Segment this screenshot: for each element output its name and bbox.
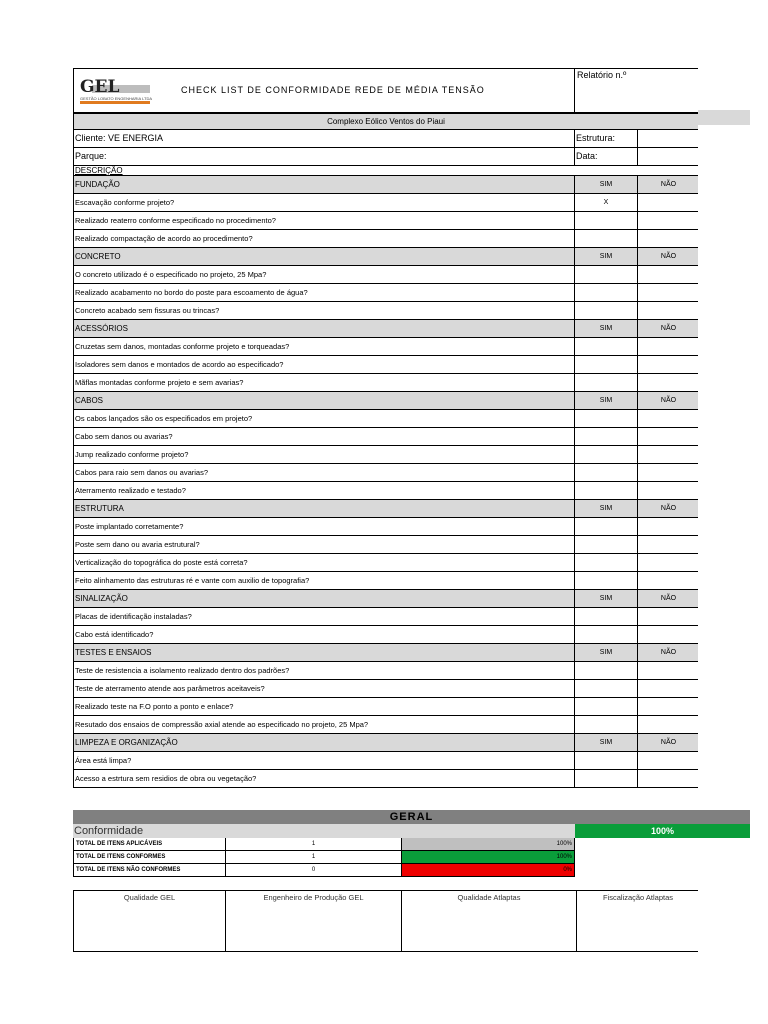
checklist-item [73, 662, 698, 680]
item-question: Placas de identificação instaladas? [75, 612, 192, 621]
signature-label: Qualidade GEL [123, 893, 176, 902]
checklist-item [73, 752, 698, 770]
section-header [73, 392, 698, 410]
sim-header: SIM [574, 176, 637, 193]
item-question: Mãflas montadas conforme projeto e sem avarias? [75, 378, 244, 387]
section-title: LIMPEZA E ORGANIZAÇÃO [75, 738, 178, 747]
sim-checkbox[interactable] [574, 356, 637, 373]
nao-checkbox[interactable] [637, 518, 699, 535]
item-question: Teste de resistencia a isolamento realizado dentro dos padrões? [75, 666, 290, 675]
logo-subtext: GESTÃO LOBATO ENGENHARIA LTDA [80, 96, 153, 101]
checklist-item [73, 554, 698, 572]
sim-checkbox[interactable] [574, 212, 637, 229]
nao-checkbox[interactable] [637, 284, 699, 301]
structure-label: Estrutura: [576, 133, 616, 143]
nao-checkbox[interactable] [637, 212, 699, 229]
checklist-item [73, 338, 698, 356]
item-question: Realizado acabamento no bordo do poste para escoamento de água? [75, 288, 308, 297]
nao-checkbox[interactable] [637, 536, 699, 553]
nao-checkbox[interactable] [637, 608, 699, 625]
item-question: Poste sem dano ou avaria estrutural? [75, 540, 200, 549]
project-row-extension [698, 110, 750, 125]
sim-checkbox[interactable] [574, 302, 637, 319]
conformity-value: 100% [575, 824, 750, 838]
sim-checkbox[interactable] [574, 554, 637, 571]
checklist-item [73, 518, 698, 536]
sim-checkbox[interactable] [574, 464, 637, 481]
section-title: CONCRETO [75, 252, 121, 261]
totals-percent: 100% [401, 838, 575, 850]
nao-checkbox[interactable] [637, 482, 699, 499]
section-header [73, 500, 698, 518]
section-title: ACESSÓRIOS [75, 324, 128, 333]
date-field[interactable] [637, 148, 699, 165]
nao-checkbox[interactable] [637, 338, 699, 355]
section-header [73, 320, 698, 338]
sim-checkbox[interactable] [574, 770, 637, 787]
date-label: Data: [576, 151, 598, 161]
checklist-item [73, 608, 698, 626]
checklist-item [73, 464, 698, 482]
item-question: Jump realizado conforme projeto? [75, 450, 189, 459]
sim-header: SIM [574, 590, 637, 607]
checklist-item [73, 266, 698, 284]
nao-checkbox[interactable] [637, 554, 699, 571]
item-question: Área está limpa? [75, 756, 132, 765]
item-question: Acesso a estrtura sem residios de obra ou vegetação? [75, 774, 257, 783]
signature-cell[interactable] [74, 891, 225, 951]
nao-checkbox[interactable] [637, 356, 699, 373]
item-question: Realizado teste na F.O ponto a ponto e enlace? [75, 702, 234, 711]
section-header [73, 590, 698, 608]
sim-checkbox[interactable] [574, 752, 637, 769]
signature-cell[interactable] [225, 891, 401, 951]
nao-checkbox[interactable] [637, 428, 699, 445]
item-question: Escavação conforme projeto? [75, 198, 175, 207]
nao-checkbox[interactable] [637, 698, 699, 715]
item-question: Aterramento realizado e testado? [75, 486, 186, 495]
company-logo [80, 77, 153, 105]
totals-value: 1 [225, 838, 401, 850]
item-question: O concreto utilizado é o especificado no projeto, 25 Mpa? [75, 270, 267, 279]
sim-checkbox[interactable] [574, 284, 637, 301]
section-header [73, 176, 698, 194]
park-row [73, 148, 698, 166]
document-title: CHECK LIST DE CONFORMIDADE REDE DE MÉDIA TENSÃO [181, 85, 485, 95]
checklist-item [73, 680, 698, 698]
section-header [73, 644, 698, 662]
sim-checkbox[interactable] [574, 428, 637, 445]
report-number-label: Relatório n.º [577, 70, 627, 80]
item-question: Verticalização do topográfica do poste está correta? [75, 558, 248, 567]
sim-checkbox[interactable] [574, 572, 637, 589]
nao-header: NÃO [637, 734, 699, 751]
sim-checkbox[interactable] [574, 698, 637, 715]
checklist-sheet [73, 68, 698, 788]
nao-checkbox[interactable] [637, 266, 699, 283]
totals-row [73, 851, 575, 864]
sim-checkbox[interactable] [574, 266, 637, 283]
description-row [73, 166, 698, 176]
sim-checkbox[interactable]: X [574, 194, 637, 211]
sim-checkbox[interactable] [574, 536, 637, 553]
nao-checkbox[interactable] [637, 194, 699, 211]
sim-checkbox[interactable] [574, 230, 637, 247]
item-question: Isoladores sem danos e montados de acordo ao especificado? [75, 360, 284, 369]
item-question: Poste implantado corretamente? [75, 522, 184, 531]
nao-checkbox[interactable] [637, 302, 699, 319]
totals-value: 1 [225, 851, 401, 863]
checklist-item [73, 356, 698, 374]
checklist-item [73, 698, 698, 716]
item-question: Os cabos lançados são os especificados em projeto? [75, 414, 253, 423]
item-question: Realizado reaterro conforme especificado no procedimento? [75, 216, 276, 225]
client-row [73, 130, 698, 148]
checklist-item [73, 284, 698, 302]
checklist-item [73, 626, 698, 644]
nao-checkbox[interactable] [637, 446, 699, 463]
signature-label: Fiscalização Atlaptas [602, 893, 674, 902]
signature-label: Qualidade Atlaptas [457, 893, 521, 902]
totals-row [73, 864, 575, 877]
item-question: Feito alinhamento das estruturas ré e vante com auxilio de topografia? [75, 576, 310, 585]
checklist-item [73, 410, 698, 428]
structure-field[interactable] [637, 130, 699, 147]
checklist-item [73, 716, 698, 734]
signature-cell[interactable] [401, 891, 576, 951]
checklist-item [73, 302, 698, 320]
sim-header: SIM [574, 734, 637, 751]
checklist-item [73, 194, 698, 212]
sim-header: SIM [574, 644, 637, 661]
nao-header: NÃO [637, 644, 699, 661]
item-question: Cabo sem danos ou avarias? [75, 432, 173, 441]
item-question: Cabos para raio sem danos ou avarias? [75, 468, 208, 477]
nao-checkbox[interactable] [637, 752, 699, 769]
sim-checkbox[interactable] [574, 716, 637, 733]
checklist-item [73, 374, 698, 392]
section-title: ESTRUTURA [75, 504, 124, 513]
nao-checkbox[interactable] [637, 230, 699, 247]
checklist-item [73, 482, 698, 500]
checklist-item [73, 536, 698, 554]
report-number-cell[interactable] [574, 69, 699, 112]
conformity-label: Conformidade [74, 825, 144, 837]
sim-checkbox[interactable] [574, 680, 637, 697]
nao-header: NÃO [637, 176, 699, 193]
checklist-item [73, 572, 698, 590]
section-title: CABOS [75, 396, 104, 405]
sim-header: SIM [574, 248, 637, 265]
sim-header: SIM [574, 500, 637, 517]
section-title: TESTES E ENSAIOS [75, 648, 152, 657]
nao-header: NÃO [637, 248, 699, 265]
sim-checkbox[interactable] [574, 518, 637, 535]
totals-label: TOTAL DE ITENS NÃO CONFORMES [76, 867, 181, 873]
summary-title: GERAL [73, 810, 750, 824]
sim-checkbox[interactable] [574, 338, 637, 355]
nao-checkbox[interactable] [637, 626, 699, 643]
sim-checkbox[interactable] [574, 410, 637, 427]
item-question: Cruzetas sem danos, montadas conforme projeto e torqueadas? [75, 342, 290, 351]
item-question: Concreto acabado sem fissuras ou trincas? [75, 306, 220, 315]
nao-checkbox[interactable] [637, 374, 699, 391]
nao-header: NÃO [637, 590, 699, 607]
totals-percent: 0% [401, 864, 575, 876]
nao-checkbox[interactable] [637, 716, 699, 733]
checklist-item [73, 446, 698, 464]
sim-header: SIM [574, 392, 637, 409]
checklist-item [73, 770, 698, 788]
nao-header: NÃO [637, 320, 699, 337]
checklist-item [73, 230, 698, 248]
item-question: Cabo está identificado? [75, 630, 154, 639]
sim-checkbox[interactable] [574, 608, 637, 625]
nao-checkbox[interactable] [637, 662, 699, 679]
description-label: DESCRIÇÃO [75, 166, 123, 175]
sim-checkbox[interactable] [574, 446, 637, 463]
client-label: Cliente: VE ENERGIA [75, 133, 164, 143]
checklist-body [73, 166, 698, 788]
nao-checkbox[interactable] [637, 572, 699, 589]
project-name: Complexo Eólico Ventos do Piaui [73, 113, 698, 130]
nao-header: NÃO [637, 392, 699, 409]
signature-block [73, 890, 698, 952]
nao-checkbox[interactable] [637, 680, 699, 697]
totals-label: TOTAL DE ITENS APLICÁVEIS [76, 841, 163, 847]
sim-checkbox[interactable] [574, 662, 637, 679]
totals-percent: 100% [401, 851, 575, 863]
logo-text: GEL [80, 77, 120, 97]
item-question: Teste de aterramento atende aos parâmetros aceitaveis? [75, 684, 265, 693]
item-question: Resutado dos ensaios de compressão axial atende ao especificado no projeto, 25 Mpa? [75, 720, 369, 729]
item-question: Realizado compactação de acordo ao procedimento? [75, 234, 253, 243]
section-header [73, 734, 698, 752]
section-header [73, 248, 698, 266]
header [73, 68, 698, 113]
totals-label: TOTAL DE ITENS CONFORMES [76, 854, 166, 860]
section-title: SINALIZAÇÃO [75, 594, 128, 603]
nao-checkbox[interactable] [637, 464, 699, 481]
totals-value: 0 [225, 864, 401, 876]
nao-checkbox[interactable] [637, 770, 699, 787]
sim-checkbox[interactable] [574, 482, 637, 499]
conformity-label-cell [73, 824, 575, 838]
nao-header: NÃO [637, 500, 699, 517]
sim-checkbox[interactable] [574, 626, 637, 643]
nao-checkbox[interactable] [637, 410, 699, 427]
checklist-item [73, 428, 698, 446]
totals-row [73, 838, 575, 851]
signature-label: Engenheiro de Produção GEL [263, 893, 364, 902]
sim-header: SIM [574, 320, 637, 337]
sim-checkbox[interactable] [574, 374, 637, 391]
section-title: FUNDAÇÃO [75, 180, 120, 189]
park-label: Parque: [75, 151, 107, 161]
checklist-item [73, 212, 698, 230]
signature-cell[interactable] [576, 891, 699, 951]
